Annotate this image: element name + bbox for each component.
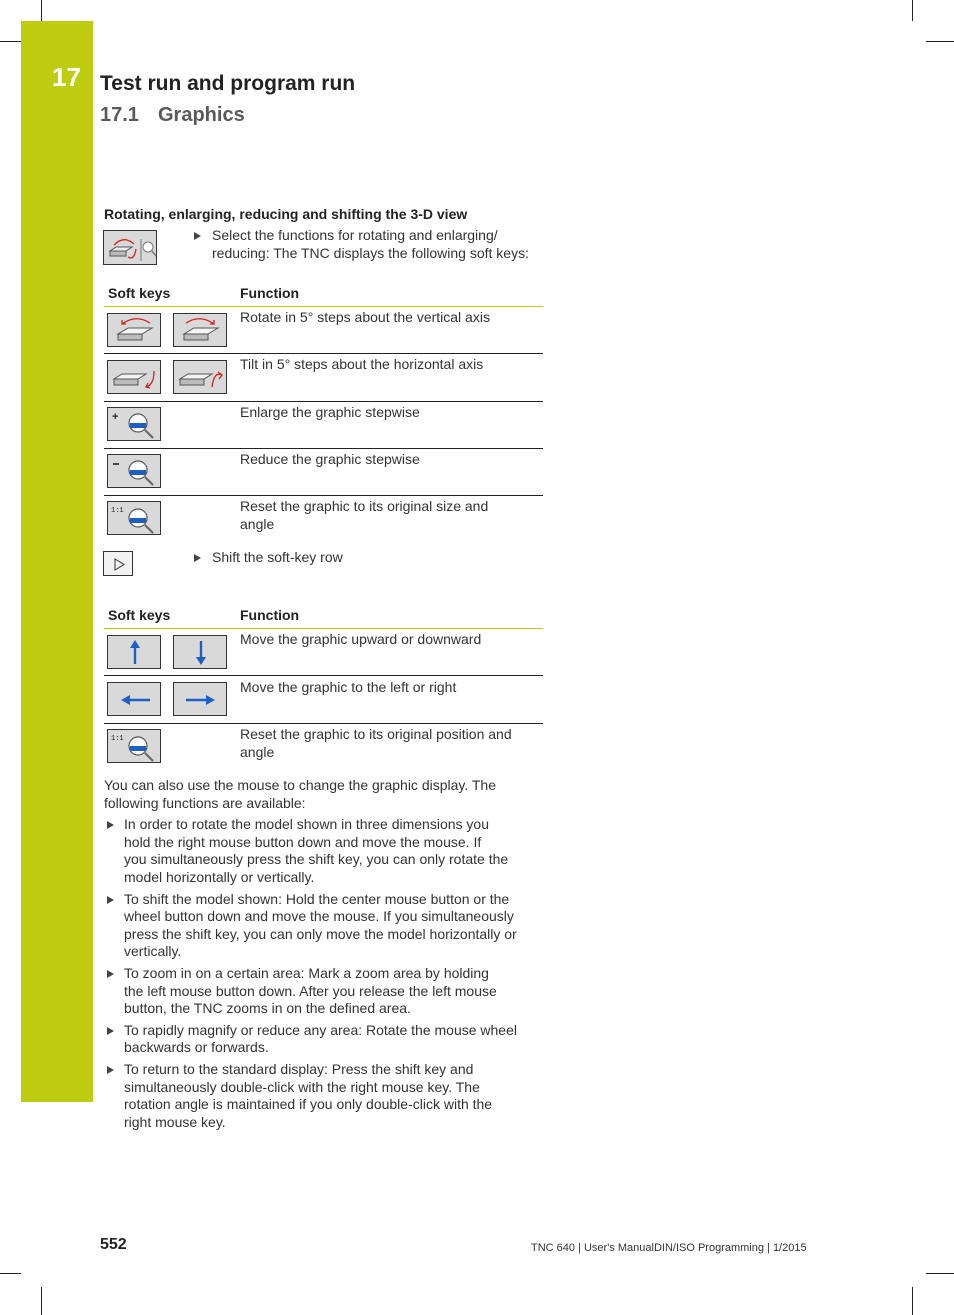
list-item-line: vertically.: [124, 943, 182, 959]
rotate-left-softkey: [107, 313, 161, 347]
crop-mark: [41, 0, 42, 21]
list-item-line: hold the right mouse button down and move the mouse. If: [124, 834, 482, 850]
table-rule: [104, 306, 543, 307]
crop-mark: [0, 41, 21, 42]
intro-paragraph: following functions are available:: [104, 795, 306, 811]
crop-mark: [41, 1287, 42, 1315]
function-text: angle: [240, 744, 275, 760]
arrow-left-icon: [108, 683, 162, 717]
rotate-left-icon: [108, 314, 162, 348]
table-rule: [104, 675, 543, 676]
move-left-softkey: [107, 682, 161, 716]
reset-zoom-icon: [108, 502, 162, 536]
list-item-line: To rapidly magnify or reduce any area: Rotate the mouse wheel: [124, 1022, 517, 1038]
table-rule: [104, 495, 543, 496]
intro-paragraph: You can also use the mouse to change the graphic display. The: [104, 777, 497, 793]
table-rule: [104, 448, 543, 449]
play-arrow-icon: [104, 552, 134, 577]
list-item-line: To zoom in on a certain area: Mark a zoom area by holding: [124, 965, 489, 981]
svg-text:+: +: [112, 411, 119, 423]
crop-mark: [912, 1287, 913, 1315]
list-bullet-icon: [107, 896, 114, 904]
document-footer: TNC 640 | User's ManualDIN/ISO Programming | 1/2015: [531, 1242, 807, 1254]
list-item-line: model horizontally or vertically.: [124, 869, 315, 885]
table-rule: [104, 353, 543, 354]
function-text: Enlarge the graphic stepwise: [240, 404, 420, 420]
chapter-number: 17: [52, 62, 81, 92]
move-up-softkey: [107, 635, 161, 669]
chapter-title: Test run and program run: [100, 72, 356, 95]
crop-mark: [912, 0, 913, 21]
crop-mark: [926, 41, 954, 42]
table-header-function: Function: [240, 285, 300, 301]
table-header-softkeys: Soft keys: [108, 607, 171, 623]
reset-position-icon: [108, 730, 162, 764]
crop-mark: [926, 1273, 954, 1274]
list-bullet-icon: [107, 970, 114, 978]
arrow-down-icon: [174, 636, 228, 670]
tilt-up-softkey: [173, 360, 227, 394]
step-bullet-icon: [194, 232, 201, 240]
step-text-line: Shift the soft-key row: [212, 549, 343, 565]
function-text: Reset the graphic to its original size and: [240, 498, 489, 514]
move-down-softkey: [173, 635, 227, 669]
list-item-line: rotation angle is maintained if you only double-click with the: [124, 1096, 493, 1112]
zoom-out-softkey: [107, 454, 161, 488]
section-number: 17.1: [100, 104, 139, 126]
rotate-right-softkey: [173, 313, 227, 347]
list-bullet-icon: [107, 1066, 114, 1074]
list-bullet-icon: [107, 1027, 114, 1035]
list-item-line: right mouse key.: [124, 1114, 226, 1130]
arrow-right-icon: [174, 683, 228, 717]
list-item-line: To shift the model shown: Hold the center mouse button or the: [124, 891, 510, 907]
step-bullet-icon: [194, 554, 201, 562]
table-header-function: Function: [240, 607, 300, 623]
tilt-down-icon: [108, 361, 162, 395]
function-text: Tilt in 5° steps about the horizontal axis: [240, 356, 484, 372]
list-item-line: you simultaneously press the shift key, you can only rotate the: [124, 851, 509, 867]
softkey-ratio-label: 1:1: [111, 735, 124, 743]
softkey-ratio-label: 1:1: [111, 507, 124, 515]
function-text: Reset the graphic to its original position and: [240, 726, 512, 742]
shift-row-softkey: [103, 551, 133, 576]
table-rule: [104, 628, 543, 629]
list-item-line: press the shift key, you can only move the model horizontally or: [124, 926, 517, 942]
subheading: Rotating, enlarging, reducing and shifting the 3-D view: [104, 206, 468, 222]
view-3d-icon: [104, 231, 158, 266]
page-number: 552: [100, 1236, 127, 1253]
tilt-up-icon: [174, 361, 228, 395]
move-right-softkey: [173, 682, 227, 716]
reset-position-softkey: [107, 729, 161, 763]
zoom-out-icon: [108, 455, 162, 489]
function-text: Move the graphic to the left or right: [240, 679, 457, 695]
step-text-line: reducing: The TNC displays the following soft keys:: [212, 245, 529, 261]
list-bullet-icon: [107, 821, 114, 829]
arrow-up-icon: [108, 636, 162, 670]
table-rule: [104, 723, 543, 724]
tilt-down-softkey: [107, 360, 161, 394]
section-title: [100, 104, 245, 127]
zoom-in-icon: [108, 408, 162, 442]
list-item-line: simultaneously double-click with the right mouse key. The: [124, 1079, 480, 1095]
view-3d-softkey: [103, 230, 157, 265]
crop-mark: [0, 1273, 21, 1274]
zoom-in-softkey: [107, 407, 161, 441]
list-item-line: wheel button down and move the mouse. If you simultaneously: [124, 908, 514, 924]
reset-zoom-softkey: [107, 501, 161, 535]
list-item-line: the left mouse button down. After you release the left mouse: [124, 983, 497, 999]
table-rule: [104, 401, 543, 402]
list-item-line: button, the TNC zooms in on the defined area.: [124, 1000, 411, 1016]
list-item-line: To return to the standard display: Press the shift key and: [124, 1061, 474, 1077]
rotate-right-icon: [174, 314, 228, 348]
list-item-line: backwards or forwards.: [124, 1039, 269, 1055]
function-text: angle: [240, 516, 275, 532]
section-name: Graphics: [158, 104, 245, 126]
step-text-line: Select the functions for rotating and enlarging/: [212, 227, 498, 243]
function-text: Move the graphic upward or downward: [240, 631, 482, 647]
table-header-softkeys: Soft keys: [108, 285, 171, 301]
chapter-sidebar: [21, 21, 93, 1102]
function-text: Rotate in 5° steps about the vertical axis: [240, 309, 490, 325]
list-item-line: In order to rotate the model shown in three dimensions you: [124, 816, 489, 832]
function-text: Reduce the graphic stepwise: [240, 451, 420, 467]
